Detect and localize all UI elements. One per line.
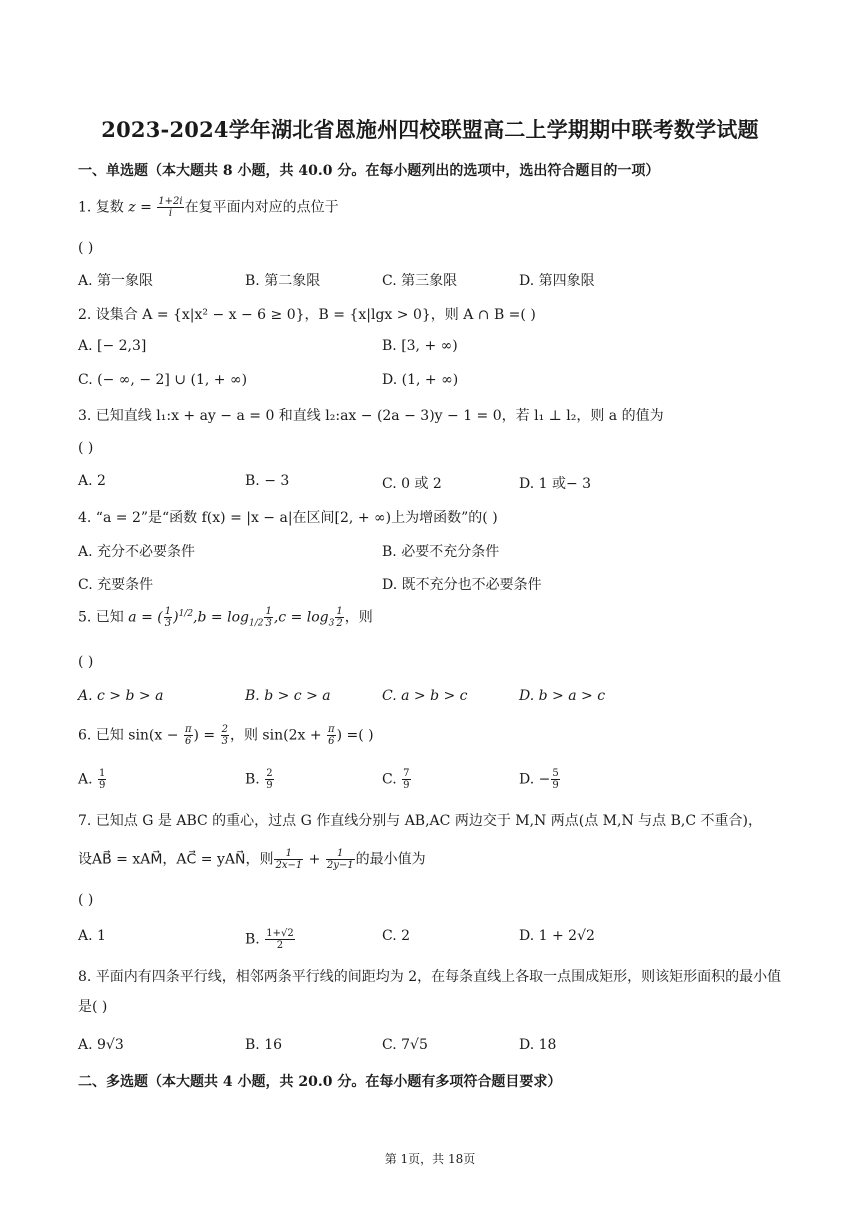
option-label: D. − (519, 771, 551, 788)
section-heading-multiple-choice: 二、多选题（本大题共 4 小题，共 20.0 分。在每小题有多项符合题目要求） (78, 1074, 562, 1090)
fraction-numerator: 5 (552, 768, 559, 779)
answer-blank: ( ) (78, 440, 94, 456)
fraction-numerator: 2 (266, 768, 273, 779)
option-a: A. 充分不必要条件 (78, 544, 196, 560)
option-c (382, 768, 412, 791)
fraction-numerator: 1 (274, 848, 303, 860)
option-fraction (551, 768, 559, 791)
log-base-c: 3 (328, 618, 335, 629)
option-c: C. 7√5 (382, 1037, 428, 1053)
fraction-denominator: i (168, 208, 173, 219)
question-7-line1: 7. 已知点 G 是 ABC 的重心，过点 G 作直线分别与 AB,AC 两边交于 M,N 两点(点 M,N 与点 B,C 不重合)， (78, 813, 762, 829)
section-heading-single-choice: 一、单选题（本大题共 8 小题，共 40.0 分。在每小题列出的选项中，选出符合题目的一项） (78, 163, 660, 179)
option-fraction (265, 928, 294, 951)
page-title: 2023-2024学年湖北省恩施州四校联盟高二上学期期中联考数学试题 (101, 117, 759, 142)
fraction-denominator: 3 (265, 618, 272, 629)
fraction-denominator: 2 (336, 618, 343, 629)
fraction-denominator: 9 (403, 780, 410, 791)
log-base-b: 1/2 (248, 618, 264, 629)
fraction-numerator: 1 (336, 606, 343, 617)
question-8: 8. 平面内有四条平行线，相邻两条平行线的间距均为 2，在每条直线上各取一点围成矩形，则该矩形面积的最小值是( ) (78, 969, 782, 1015)
expr-b: ,b = log (193, 609, 249, 626)
fraction-2x (274, 848, 303, 871)
question-6-prefix: 6. 已知 sin(x − (78, 727, 183, 744)
option-d (519, 768, 561, 791)
option-c: C. 0 或 2 (382, 476, 442, 492)
question-6-mid: ) = (193, 727, 220, 744)
fraction-c (335, 606, 343, 629)
option-label: C. (382, 771, 402, 788)
page-footer: 第 1页，共 18页 (384, 1152, 476, 1166)
option-b: B. b > c > a (245, 688, 331, 704)
option-b (245, 928, 296, 951)
expr-c: ,c = log (273, 609, 329, 626)
question-1 (78, 196, 339, 219)
option-a: A. c > b > a (78, 688, 164, 704)
fraction-denominator: 3 (164, 618, 172, 629)
question-4: 4. “a = 2”是“函数 f(x) = |x − a|在区间[2, + ∞)上为增函数”的( ) (78, 510, 498, 526)
fraction-numerator: 2 (221, 724, 228, 735)
fraction-2-3 (221, 724, 229, 747)
option-a (78, 768, 107, 791)
question-1-suffix: 在复平面内对应的点位于 (184, 199, 339, 216)
option-label: B. (245, 931, 265, 948)
fraction-a (164, 606, 172, 629)
option-a: A. 2 (78, 473, 106, 489)
fraction-pi-6b (327, 724, 336, 747)
answer-blank: ( ) (78, 240, 94, 256)
question-6-mid2: ，则 sin(2x + (229, 727, 327, 744)
option-b (245, 768, 275, 791)
question-1-prefix: 1. 复数 (78, 199, 129, 216)
fraction-b (264, 606, 272, 629)
exponent-a: 1/2 (178, 608, 194, 619)
option-d: D. b > a > c (519, 688, 606, 704)
question-6-suffix: ) =( ) (336, 727, 374, 744)
question-1-fraction (157, 196, 183, 219)
question-3: 3. 已知直线 l₁:x + ay − a = 0 和直线 l₂:ax − (2a − 3)y − 1 = 0，若 l₁ ⊥ l₂，则 a 的值为 (78, 408, 664, 424)
question-7-suffix: 的最小值为 (355, 851, 426, 868)
fraction-numerator: 1 (99, 768, 106, 779)
fraction-denominator: 6 (185, 736, 192, 747)
option-d: D. 既不充分也不必要条件 (382, 577, 542, 593)
option-a: A. 9√3 (78, 1037, 124, 1053)
question-6 (78, 724, 374, 747)
option-d: D. 第四象限 (519, 273, 595, 289)
fraction-denominator: 3 (221, 736, 228, 747)
option-b: B. 必要不充分条件 (382, 544, 500, 560)
fraction-denominator: 2 (276, 940, 284, 951)
option-a: A. 第一象限 (78, 273, 154, 289)
fraction-numerator: 1+√2 (266, 928, 294, 939)
option-c: C. 第三象限 (382, 273, 458, 289)
expr-a: a = ( (128, 609, 163, 626)
fraction-numerator: 7 (403, 768, 410, 779)
option-c: C. a > b > c (382, 688, 468, 704)
fraction-numerator: π (328, 724, 335, 735)
question-7-line2 (78, 848, 426, 871)
question-7-prefix: 设AB⃗ = xAM⃗，AC⃗ = yAN⃗，则 (78, 851, 274, 868)
fraction-denominator: 2y−1 (326, 860, 354, 871)
fraction-2y (326, 848, 355, 871)
option-b: B. 16 (245, 1037, 283, 1053)
option-b: B. [3, + ∞) (382, 338, 458, 354)
option-a: A. [− 2,3] (78, 338, 147, 354)
option-b: B. − 3 (245, 473, 290, 489)
fraction-numerator: 1 (164, 606, 172, 617)
option-label: B. (245, 771, 265, 788)
question-5-suffix: ，则 (344, 609, 373, 626)
fraction-denominator: 6 (328, 736, 335, 747)
fraction-numerator: 1 (326, 848, 355, 860)
option-c: C. 2 (382, 928, 411, 944)
question-5: 5. 已知 a = ( $\frac{1}{3}$ )$^{1/2},b = \log_{1/2}$ $\frac{1}{3}$ $,c = \log_3$ $\frac{1}{2}$ ，则 (78, 606, 373, 629)
fraction-denominator: 9 (99, 780, 106, 791)
option-d: D. 18 (519, 1037, 557, 1053)
answer-blank: ( ) (78, 654, 94, 670)
option-label: A. (78, 771, 98, 788)
plus-sign: + (304, 851, 325, 868)
option-fraction (402, 768, 410, 791)
question-2: 2. 设集合 A = {x|x² − x − 6 ≥ 0}，B = {x|lgx > 0}，则 A ∩ B =( ) (78, 307, 536, 323)
option-d: D. 1 或− 3 (519, 476, 592, 492)
question-1-variable: z = (128, 199, 157, 216)
option-d: D. (1, + ∞) (382, 372, 459, 388)
answer-blank: ( ) (78, 892, 94, 908)
fraction-denominator: 9 (552, 780, 559, 791)
fraction-numerator: π (184, 724, 192, 735)
option-fraction (265, 768, 273, 791)
option-b: B. 第二象限 (245, 273, 321, 289)
fraction-denominator: 9 (266, 780, 273, 791)
question-5-prefix: 5. 已知 (78, 609, 129, 626)
option-c: C. (− ∞, − 2] ∪ (1, + ∞) (78, 372, 248, 388)
fraction-denominator: 2x−1 (275, 860, 303, 871)
option-c: C. 充要条件 (78, 577, 154, 593)
fraction-numerator: 1+2i (158, 196, 183, 207)
option-a: A. 1 (78, 928, 106, 944)
fraction-numerator: 1 (265, 606, 272, 617)
fraction-pi-6 (184, 724, 193, 747)
option-fraction (98, 768, 106, 791)
option-d: D. 1 + 2√2 (519, 928, 595, 944)
